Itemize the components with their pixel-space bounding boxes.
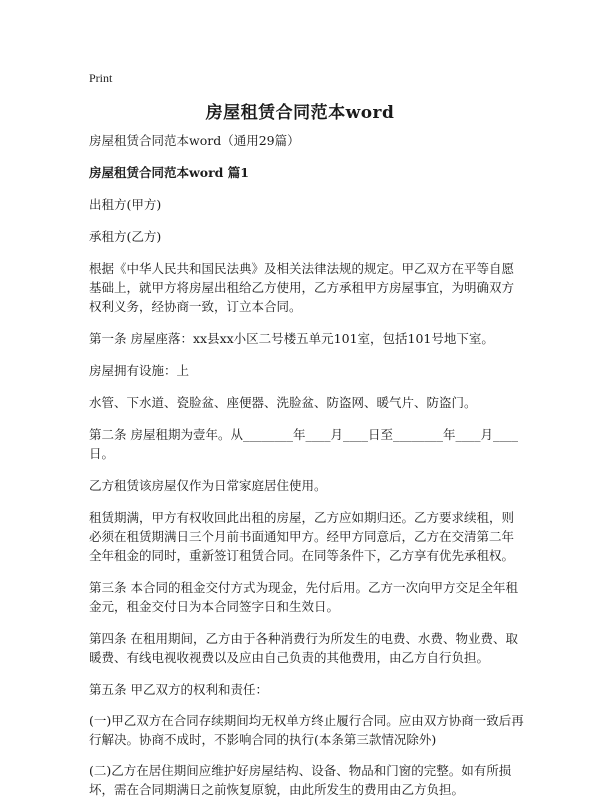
- paragraph-usage: 乙方租赁该房屋仅作为日常家庭居住使用。: [89, 478, 327, 493]
- paragraph-article-2: 第二条 房屋租期为壹年。从________年____月____日至________年____月____日。: [89, 427, 518, 461]
- paragraph-lessor: 出租方(甲方): [89, 197, 162, 212]
- paragraph-facility-list: 水管、下水道、瓷脸盆、座便器、洗脸盆、防盗网、暖气片、防盗门。: [89, 395, 477, 410]
- paragraph-clause-1: (一)甲乙双方在合同存续期间均无权单方终止履行合同。应由双方协商一致后再行解决。协商不成时，不影响合同的执行(本条第三款情况除外): [89, 713, 524, 747]
- paragraph-article-4: 第四条 在租用期间，乙方由于各种消费行为所发生的电费、水费、物业费、取暖费、有线电视收视费以及应由自己负责的其他费用，由乙方自行负担。: [89, 631, 518, 665]
- section-heading: 房屋租赁合同范本word 篇1: [89, 165, 249, 180]
- paragraph-article-1: 第一条 房屋座落：xx县xx小区二号楼五单元101室，包括101号地下室。: [89, 331, 494, 346]
- paragraph-article-3: 第三条 本合同的租金交付方式为现金，先付后用。乙方一次向甲方交足全年租金元，租金交付日为本合同签字日和生效日。: [89, 580, 518, 614]
- paragraph-preamble: 根据《中华人民共和国民法典》及相关法律法规的规定。甲乙双方在平等自愿基础上，就甲方将房屋出租给乙方使用，乙方承租甲方房屋事宜，为明确双方权利义务，经协商一致，订立本合同。: [89, 261, 515, 314]
- document-body: [89, 131, 525, 811]
- document-title: 房屋租赁合同范本word: [205, 103, 395, 123]
- paragraph-renewal: 租赁期满，甲方有权收回此出租的房屋，乙方应如期归还。乙方要求续租，则必须在租赁期满日三个月前书面通知甲方。经甲方同意后，乙方在交清第二年全年租金的同时，重新签订租赁合同。在同等条件下，乙方享有优先承租权。: [89, 510, 515, 563]
- paragraph-lessee: 承租方(乙方): [89, 229, 162, 244]
- paragraph-clause-2: (二)乙方在居住期间应维护好房屋结构、设备、物品和门窗的完整。如有所损坏，需在合同期满日之前恢复原貌，由此所发生的费用由乙方负担。: [89, 763, 512, 797]
- paragraph-article-5: 第五条 甲乙双方的权利和责任：: [89, 682, 268, 697]
- paragraph-facilities: 房屋拥有设施：上: [89, 363, 190, 378]
- document-subtitle: 房屋租赁合同范本word（通用29篇）: [89, 133, 300, 148]
- print-link[interactable]: Print: [89, 71, 113, 85]
